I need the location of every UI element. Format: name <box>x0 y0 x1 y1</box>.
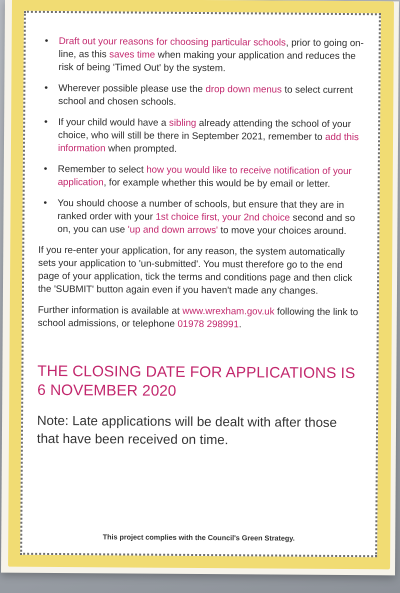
tip-text: already attending the school of your choice, who will still be there in September 2021, remember to <box>58 117 351 143</box>
tip-text-highlight: 'up and down arrows' <box>127 224 218 237</box>
website-link[interactable]: www.wrexham.gov.uk <box>182 305 275 318</box>
resubmit-paragraph: If you re-enter your application, for any reason, the system automatically sets your application to 'un-submitted'. You must therefore go to the end page of your application, tick the terms and conditions page and then click the 'SUBMIT' button again even if you haven't made any changes. <box>37 244 353 297</box>
further-info-paragraph <box>38 304 363 332</box>
yellow-border-frame <box>8 0 394 569</box>
bullet-dot-icon: • <box>44 82 48 94</box>
leaflet-sheet <box>1 0 399 575</box>
bullet-dot-icon: • <box>44 35 49 47</box>
tip-text: , prior to going on-line, as this <box>58 37 364 61</box>
tip-text-highlight: 1st choice first, your 2nd choice <box>155 211 291 224</box>
tip-text: Remember to select <box>57 164 147 176</box>
bullet-dot-icon: • <box>43 197 48 209</box>
tip-text: when making your application and reduces the risk of being 'Timed Out' by the system. <box>58 49 356 75</box>
tip-bullet-1 <box>39 35 364 76</box>
dotted-content-panel <box>20 11 381 557</box>
green-strategy-footer: This project complies with the Council's Green Strategy. <box>102 532 295 543</box>
tip-bullet-5 <box>38 197 363 238</box>
tip-text-highlight: how you would like to receive notification of your application <box>57 164 352 189</box>
tip-text: second and so on, you can use <box>57 212 356 236</box>
telephone-number: 01978 298991 <box>177 318 239 331</box>
further-info-text: following the link to school admissions, or telephone <box>37 306 359 330</box>
tip-text: to select current school and chosen schools. <box>58 84 353 108</box>
further-info-text: Further information is available at <box>37 304 183 317</box>
bullet-dot-icon: • <box>44 116 48 128</box>
tip-bullet-4 <box>39 163 364 191</box>
closing-date-heading: THE CLOSING DATE FOR APPLICATIONS IS 6 NOVEMBER 2020 <box>37 362 356 400</box>
tip-text: If your child would have a <box>58 117 170 129</box>
tip-bullet-2 <box>39 82 364 110</box>
tip-text-highlight: saves time <box>109 49 156 61</box>
tips-list <box>38 35 364 238</box>
bullet-dot-icon: • <box>43 163 48 175</box>
tip-text: You should choose a number of schools, but ensure that they are in ranked order with your <box>57 198 345 223</box>
tip-text-highlight: add this information <box>57 131 359 155</box>
late-applications-note: Note: Late applications will be dealt with after those that have been received on time. <box>36 412 337 448</box>
tip-text-highlight: drop down menus <box>205 84 282 96</box>
further-info-text: . <box>238 319 242 331</box>
tip-text-highlight: sibling <box>169 117 197 129</box>
tip-text-highlight: Draft out your reasons for choosing particular schools <box>58 36 286 49</box>
tip-text: Wherever possible please use the <box>58 83 206 96</box>
tip-text: , for example whether this would be by email or letter. <box>103 177 331 190</box>
tip-text: when prompted. <box>105 143 177 155</box>
tip-bullet-3 <box>39 116 364 157</box>
tip-text: to move your choices around. <box>217 225 347 238</box>
